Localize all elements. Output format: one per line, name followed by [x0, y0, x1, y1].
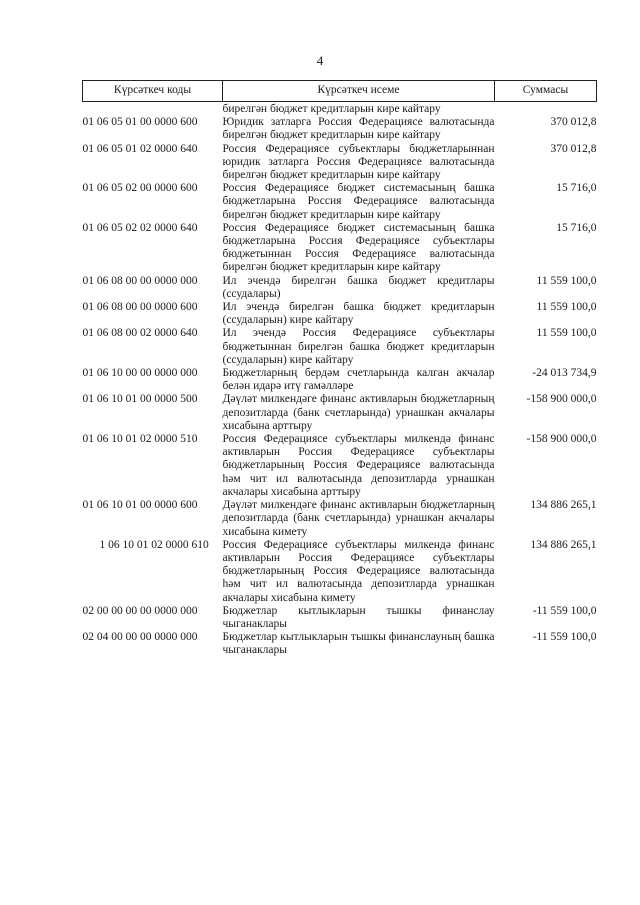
row-amount: 15 716,0 — [556, 182, 597, 195]
row-code: 01 06 10 01 00 0000 500 — [82, 393, 198, 406]
row-code: 01 06 10 01 00 0000 600 — [82, 499, 198, 512]
row-name: Бюджетлар кытлыкларын тышкы финанслау чыганаклары — [222, 604, 495, 630]
row-name: Россия Федерациясе субъектлары милкендә финанс активларын Россия Федерациясе субъектлары бюджетларының Россия Федерациясе валютасында һәм чит ил валютасында депозитларда урнашкан акчалары хисабына арттыру — [222, 433, 495, 498]
row-amount: 134 886 265,1 — [530, 499, 597, 512]
row-name: Россия Федерациясе бюджет системасының башка бюджетларына Россия Федерациясе субъектлары бюджетыннан Россия Федерациясе валютасында бирелгән бюджет кредитларын кире кайтару — [222, 221, 495, 274]
row-code: 01 06 05 01 02 0000 640 — [82, 142, 198, 155]
row-amount: 15 716,0 — [556, 221, 597, 234]
row-code: 01 06 08 00 02 0000 640 — [82, 327, 198, 340]
row-name: Россия Федерациясе субъектлары бюджетларыннан юридик затларга Россия Федерациясе валютасында бирелгән бюджет кредитларын кире кайтару — [222, 142, 495, 182]
table-row — [83, 116, 597, 142]
row-name: Россия Федерациясе бюджет системасының башка бюджетларына Россия Федерациясе валютасында бирелгән бюджет кредитларын кире кайтару — [222, 182, 495, 221]
row-name: Ил эчендә бирелгән башка бюджет кредитларын (ссудаларын) кире кайтару — [222, 301, 495, 327]
header-name: Күрсәткеч исеме — [223, 81, 495, 102]
table-row — [83, 182, 597, 222]
header-amount: Суммасы — [495, 81, 597, 102]
row-code: 01 06 05 01 00 0000 600 — [82, 116, 198, 129]
row-amount: 370 012,8 — [550, 116, 597, 129]
row-name: Юридик затларга Россия Федерациясе валютасында бирелгән бюджет кредитларын кире кайтару — [222, 116, 495, 142]
table-row — [83, 367, 597, 393]
row-name: Дәүләт милкендәге финанс активларын бюджетларның депозитларда (банк счетларында) урнашкан акчалары хисабына кимету — [222, 499, 495, 538]
row-name: Ил эчендә бирелгән башка бюджет кредитлары (ссудалары) — [222, 274, 495, 300]
table-row — [83, 433, 597, 499]
row-code: 1 06 10 01 02 0000 610 — [99, 538, 209, 551]
row-amount: 134 886 265,1 — [530, 538, 597, 551]
row-code: 01 06 05 02 02 0000 640 — [82, 221, 198, 234]
row-code: 01 06 08 00 00 0000 000 — [82, 274, 198, 287]
row-name: Дәүләт милкендәге финанс активларын бюджетларның депозитларда (банк счетларында) урнашкан акчалары хисабына арттыру — [222, 393, 495, 432]
row-name: Ил эчендә Россия Федерациясе субъектлары бюджетыннан бирелгән башка бюджет кредитларын (ссудаларын) кире кайтару — [222, 327, 495, 366]
row-amount: -158 900 000,0 — [526, 393, 597, 406]
continuation-text: бирелгән бюджет кредитларын кире кайтару — [222, 103, 441, 115]
page-number: 4 — [316, 53, 324, 68]
table-header-row — [83, 81, 597, 102]
row-code: 02 04 00 00 00 0000 000 — [82, 631, 198, 644]
row-amount: -24 013 734,9 — [532, 367, 597, 380]
row-amount: 11 559 100,0 — [536, 274, 597, 287]
table-row — [83, 301, 597, 327]
row-name: Россия Федерациясе субъектлары милкендә финанс активларын Россия Федерациясе субъектлары бюджетларының Россия Федерациясе валютасында һәм чит ил валютасында депозитларда урнашкан акчалары хисабына кимету — [222, 538, 495, 604]
row-amount: -11 559 100,0 — [532, 604, 597, 617]
row-amount: -11 559 100,0 — [532, 631, 597, 644]
header-code: Күрсәткеч коды — [83, 81, 223, 102]
table-row — [83, 499, 597, 539]
table-row — [83, 143, 597, 183]
table-row — [83, 539, 597, 605]
row-amount: 11 559 100,0 — [536, 327, 597, 340]
budget-table — [82, 80, 597, 658]
table-row — [83, 631, 597, 657]
row-name: Бюджетларның бердәм счетларында калган акчалар белән идарә итү гамәлләре — [222, 367, 495, 393]
row-amount: 11 559 100,0 — [536, 301, 597, 314]
row-amount: 370 012,8 — [550, 142, 597, 155]
table-row — [83, 605, 597, 631]
row-code: 01 06 10 00 00 0000 000 — [82, 367, 198, 380]
table-row — [83, 393, 597, 433]
row-code: 01 06 05 02 00 0000 600 — [82, 182, 198, 195]
row-code: 01 06 10 01 02 0000 510 — [82, 433, 198, 446]
continuation-row — [83, 102, 597, 117]
table-row — [83, 275, 597, 301]
row-code: 02 00 00 00 00 0000 000 — [82, 604, 198, 617]
row-name: Бюджетлар кытлыкларын тышкы финанслауның башка чыганаклары — [222, 631, 495, 657]
table-row — [83, 327, 597, 367]
table-row — [83, 222, 597, 275]
row-amount: -158 900 000,0 — [526, 433, 597, 446]
row-code: 01 06 08 00 00 0000 600 — [82, 301, 198, 314]
